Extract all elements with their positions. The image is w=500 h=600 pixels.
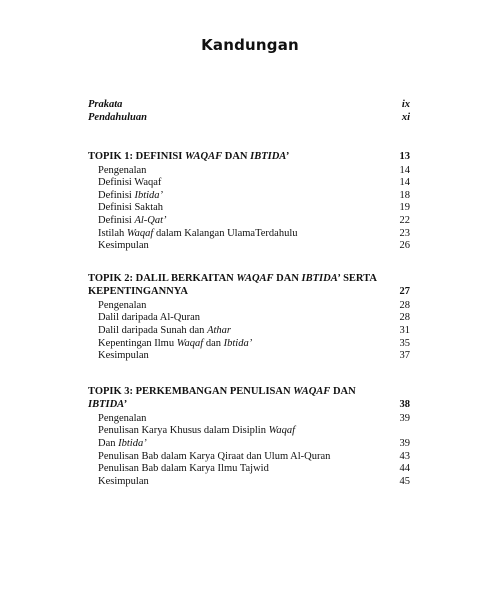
label-fragment: IBTIDA’ [250,151,290,162]
toc-front-matter-item[interactable] [88,111,410,125]
toc-entry-page-number: 23 [399,227,410,239]
toc-entry-page-number: 37 [399,350,410,362]
front-matter-label: Prakata [88,99,123,110]
label-fragment: DAN [222,151,251,162]
label-fragment: IBTIDA’ [88,399,127,411]
toc-entry-page-number: 44 [399,463,410,475]
label-fragment: WAQAF [184,151,223,162]
label-fragment: Dan [98,438,119,449]
toc-entry-page-number: 39 [399,438,410,449]
toc-topic-heading-label [88,398,127,412]
toc-entry-page-number: 35 [399,337,410,349]
label-fragment: IBTIDA’ [301,273,341,284]
label-fragment: Definisi Saktah [98,202,164,214]
front-matter-page-number: xi [401,111,410,123]
label-fragment: TOPIK 1: DEFINISI [88,151,185,162]
label-fragment: Ibtida’ [223,337,253,349]
label-fragment: Kesimpulan [98,240,149,252]
label-fragment: Dalil daripada Sunah dan [98,325,208,336]
page-title: Kandungan [201,36,299,54]
label-fragment: Istilah [98,227,127,239]
label-fragment: Kesimpulan [98,475,149,487]
toc-entry-page-number: 26 [399,240,410,252]
toc-entry-page-number: 19 [399,202,410,214]
toc-entry-page-number: 22 [399,215,410,226]
toc-entry-label [98,349,149,363]
label-fragment: Pengenalan [98,412,147,424]
toc-topic-heading[interactable] [88,150,410,164]
toc-entry[interactable] [88,349,410,363]
label-fragment: Kesimpulan [98,350,149,362]
toc-topic-heading-page-number: 27 [399,286,410,298]
label-fragment: Waqaf [268,425,296,437]
toc-topic-heading[interactable] [88,272,410,286]
toc-entry[interactable] [88,239,410,253]
toc-topic-heading-page-number: 13 [399,151,410,162]
toc-entry-page-number: 14 [399,177,410,189]
toc-entry-page-number: 28 [399,299,410,311]
toc-topic-heading[interactable] [88,385,410,399]
toc-entry-page-number: 39 [399,412,410,424]
toc-entry-page-number: 14 [399,164,410,176]
label-fragment: Athar [207,325,231,336]
toc-entry-label [98,475,149,489]
toc-topic-heading-label [88,272,377,286]
label-fragment: Kepentingan Ilmu [98,337,177,349]
label-fragment: dan [203,337,224,349]
label-fragment: Al-Qat’ [134,215,167,226]
toc-entry-page-number: 28 [399,312,410,324]
label-fragment: Pengenalan [98,164,147,176]
label-fragment: WAQAF [293,386,331,397]
toc-entry[interactable] [88,475,410,489]
label-fragment: TOPIK 2: DALIL BERKAITAN [88,273,237,284]
label-fragment: DAN [273,273,302,284]
label-fragment: WAQAF [236,273,274,284]
label-fragment: SERTA [340,273,377,284]
label-fragment: Penulisan Bab dalam Karya Ilmu Tajwid [98,463,269,475]
label-fragment: KEPENTINGANNYA [88,286,188,298]
label-fragment: Waqaf [176,337,204,349]
toc-topic-heading[interactable] [88,285,410,299]
toc-entry-label [98,239,149,253]
label-fragment: Ibtida’ [134,189,164,201]
label-fragment: Waqaf [126,227,154,239]
label-fragment: Definisi [98,189,135,201]
toc-entry-page-number: 31 [399,325,410,336]
toc-entry-page-number: 18 [399,189,410,201]
toc-entry-page-number: 43 [399,450,410,462]
toc-topic-heading-label [88,385,356,399]
toc-topic-heading-label [88,150,289,164]
label-fragment: DAN [330,386,356,397]
label-fragment: Ibtida’ [118,438,147,449]
toc-entry-page-number: 45 [399,475,410,487]
label-fragment: Pengenalan [98,299,147,311]
label-fragment: Definisi [98,215,135,226]
toc-topic-heading-label [88,285,188,299]
label-fragment: Definisi Waqaf [98,177,162,189]
toc-topic-heading-page-number: 38 [399,399,410,411]
label-fragment: Dalil daripada Al-Quran [98,312,201,324]
front-matter-label: Pendahuluan [88,111,147,123]
label-fragment: dalam Kalangan UlamaTerdahulu [153,227,298,239]
front-matter-page-number: ix [401,99,410,110]
label-fragment: TOPIK 3: PERKEMBANGAN PENULISAN [88,386,294,397]
label-fragment: Penulisan Karya Khusus dalam Disiplin [98,425,269,437]
label-fragment: Penulisan Bab dalam Karya Qiraat dan Ulum Al-Quran [98,450,331,462]
toc-topic-heading[interactable] [88,398,410,412]
